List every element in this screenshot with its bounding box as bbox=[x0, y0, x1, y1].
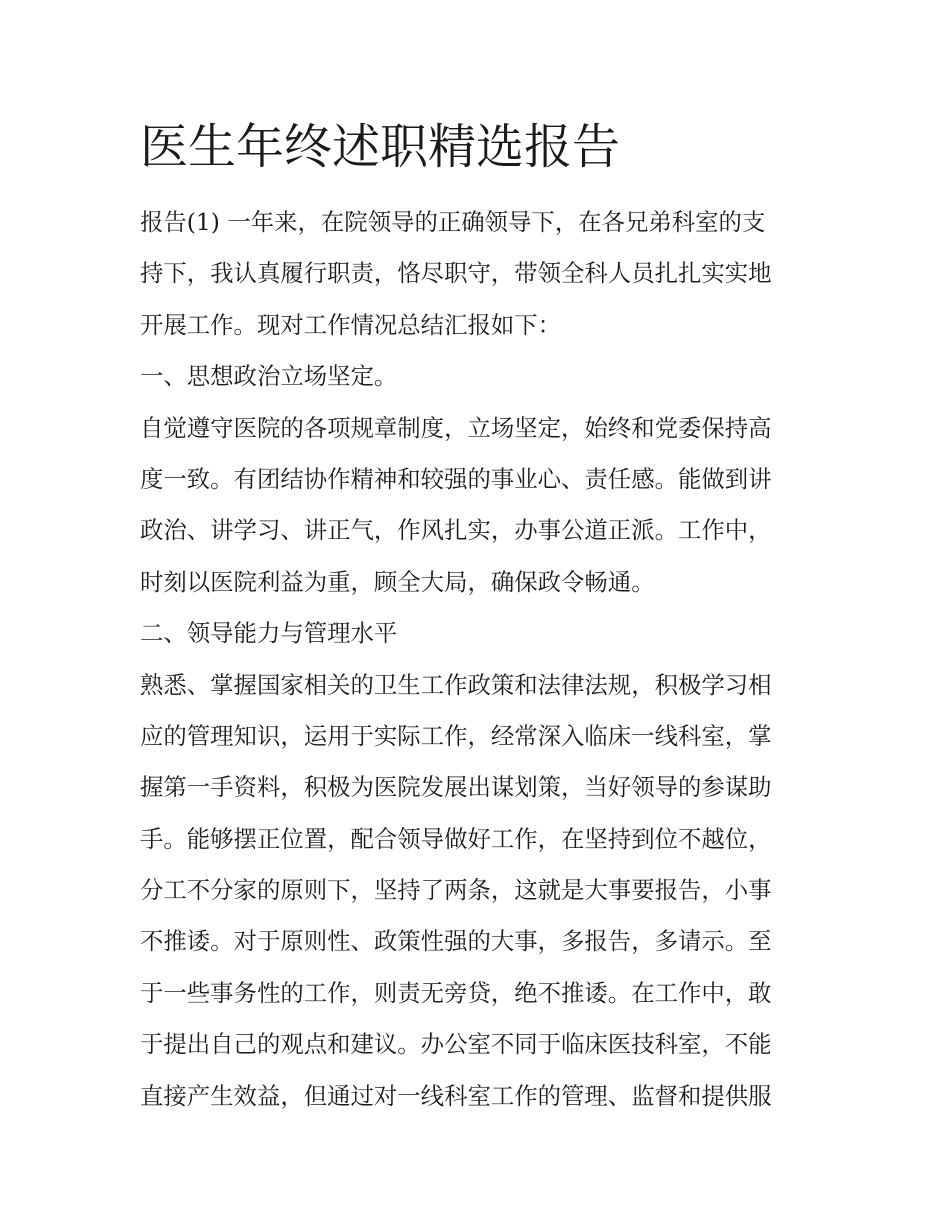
text-line: 直接产生效益，但通过对一线科室工作的管理、监督和提供服 bbox=[140, 1081, 772, 1110]
section-heading: 一、思想政治立场坚定。 bbox=[140, 362, 398, 391]
text-line: 政治、讲学习、讲正气，作风扎实，办事公道正派。工作中， bbox=[140, 516, 772, 545]
text-line: 报告(1) 一年来，在院领导的正确领导下，在各兄弟科室的支 bbox=[140, 208, 766, 236]
document-content bbox=[140, 117, 815, 1122]
text-line: 开展工作。现对工作情况总结汇报如下： bbox=[140, 310, 562, 339]
text-line: 度一致。有团结协作精神和较强的事业心、责任感。能做到讲 bbox=[140, 464, 772, 493]
text-line: 时刻以医院利益为重，顾全大局，确保政令畅通。 bbox=[140, 567, 655, 596]
document-title: 医生年终述职精选报告 bbox=[140, 119, 621, 175]
text-line: 自觉遵守医院的各项规章制度，立场坚定，始终和党委保持高 bbox=[140, 413, 772, 442]
text-line: 持下，我认真履行职责，恪尽职守，带领全科人员扎扎实实地 bbox=[140, 259, 772, 288]
text-line: 分工不分家的原则下，坚持了两条，这就是大事要报告，小事 bbox=[140, 876, 772, 905]
section-heading: 二、领导能力与管理水平 bbox=[140, 619, 398, 648]
document-body bbox=[140, 197, 815, 1122]
text-line: 应的管理知识，运用于实际工作，经常深入临床一线科室，掌 bbox=[140, 721, 772, 750]
text-line: 于提出自己的观点和建议。办公室不同于临床医技科室，不能 bbox=[140, 1030, 772, 1059]
text-line: 不推诿。对于原则性、政策性强的大事，多报告，多请示。至 bbox=[140, 927, 772, 956]
text-line: 于一些事务性的工作，则责无旁贷，绝不推诿。在工作中，敢 bbox=[140, 978, 772, 1007]
text-line: 握第一手资料，积极为医院发展出谋划策，当好领导的参谋助 bbox=[140, 773, 772, 802]
text-line: 手。能够摆正位置，配合领导做好工作，在坚持到位不越位， bbox=[140, 824, 772, 853]
text-line: 熟悉、掌握国家相关的卫生工作政策和法律法规，积极学习相 bbox=[140, 670, 772, 699]
